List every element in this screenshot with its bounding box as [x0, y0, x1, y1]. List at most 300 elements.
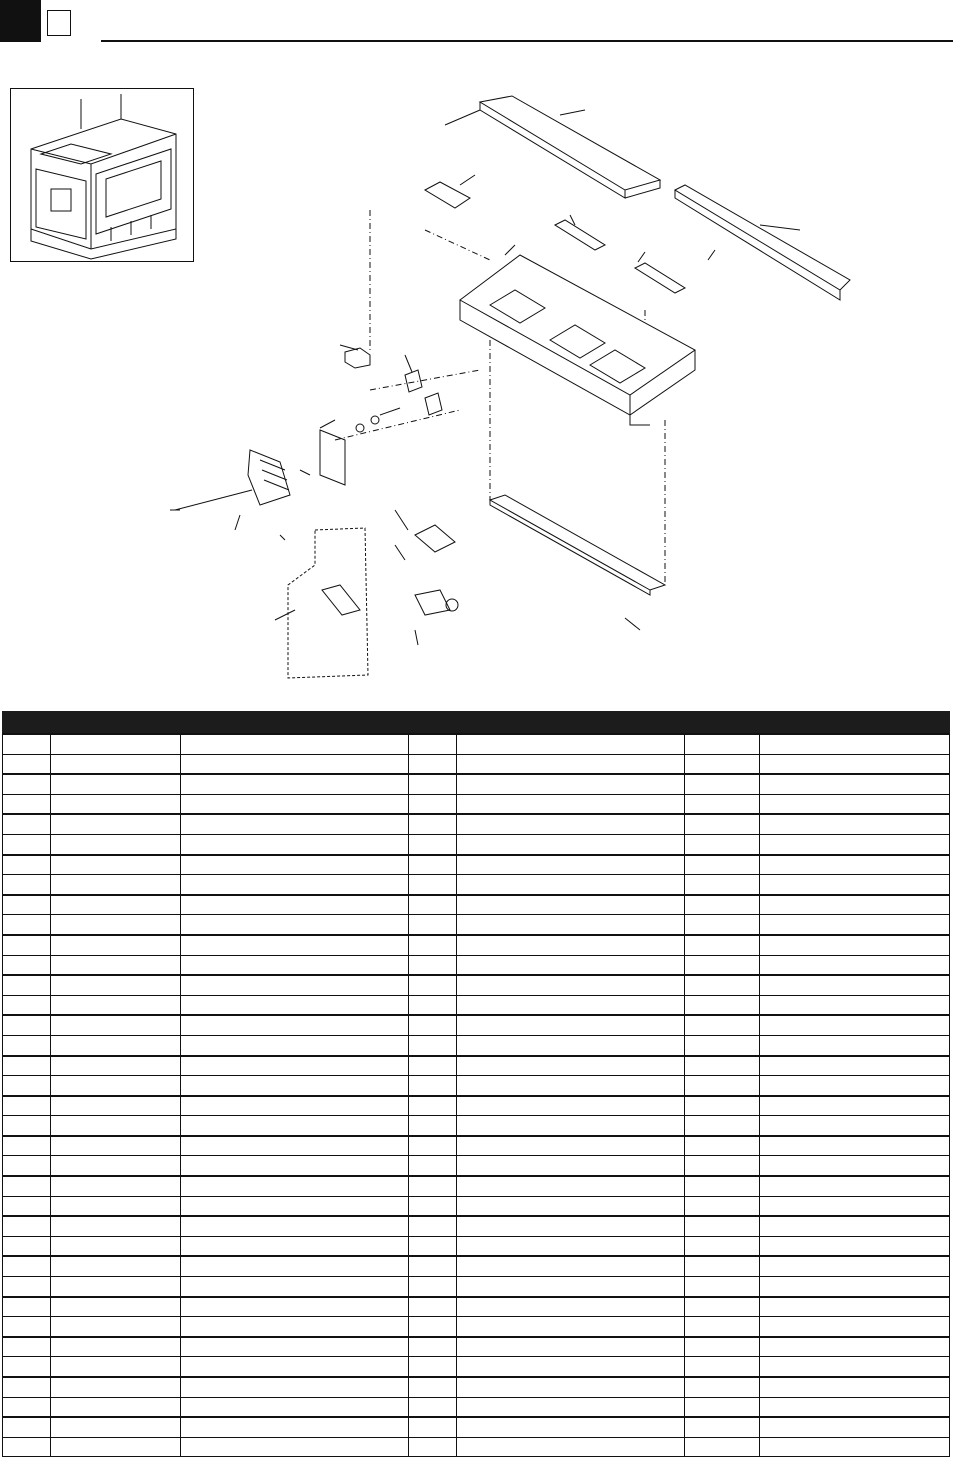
- table-cell: [409, 935, 457, 955]
- table-cell: [51, 794, 181, 814]
- table-cell: [457, 794, 685, 814]
- table-row: [3, 955, 950, 975]
- table-cell: [685, 1337, 760, 1357]
- table-cell: [685, 1397, 760, 1417]
- table-cell: [685, 855, 760, 875]
- table-cell: [457, 875, 685, 895]
- table-cell: [409, 955, 457, 975]
- table-cell: [685, 1116, 760, 1136]
- table-cell: [3, 995, 51, 1015]
- table-cell: [409, 915, 457, 935]
- table-cell: [51, 1317, 181, 1337]
- table-cell: [760, 1176, 950, 1196]
- table-cell: [457, 975, 685, 995]
- main-frame: [460, 255, 695, 395]
- table-cell: [685, 1297, 760, 1317]
- table-cell: [51, 1136, 181, 1156]
- table-cell: [3, 1337, 51, 1357]
- table-cell: [760, 915, 950, 935]
- table-cell: [181, 955, 409, 975]
- table-cell: [181, 734, 409, 754]
- table-cell: [181, 1417, 409, 1437]
- table-cell: [457, 955, 685, 975]
- table-cell: [685, 1156, 760, 1176]
- table-cell: [457, 814, 685, 834]
- table-cell: [457, 1236, 685, 1256]
- table-cell: [409, 1156, 457, 1176]
- table-cell: [51, 1277, 181, 1297]
- table-cell: [181, 794, 409, 814]
- table-cell: [3, 1176, 51, 1196]
- table-cell: [3, 1417, 51, 1437]
- table-cell: [51, 1437, 181, 1457]
- table-cell: [3, 1437, 51, 1457]
- table-cell: [457, 1156, 685, 1176]
- table-cell: [457, 1035, 685, 1055]
- table-cell: [457, 995, 685, 1015]
- section-number-box: [47, 10, 71, 36]
- table-cell: [457, 1256, 685, 1276]
- table-cell: [3, 1056, 51, 1076]
- table-cell: [760, 895, 950, 915]
- table-cell: [409, 1116, 457, 1136]
- table-cell: [181, 1256, 409, 1276]
- table-cell: [760, 875, 950, 895]
- table-cell: [760, 1297, 950, 1317]
- table-cell: [409, 1256, 457, 1276]
- table-cell: [3, 1297, 51, 1317]
- table-cell: [409, 1096, 457, 1116]
- table-cell: [3, 1236, 51, 1256]
- table-cell: [685, 1377, 760, 1397]
- table-cell: [457, 915, 685, 935]
- table-cell: [760, 935, 950, 955]
- table-cell: [3, 975, 51, 995]
- table-cell: [181, 1337, 409, 1357]
- table-cell: [3, 875, 51, 895]
- table-cell: [685, 1136, 760, 1156]
- table-cell: [181, 1156, 409, 1176]
- table-cell: [685, 814, 760, 834]
- table-cell: [457, 1076, 685, 1096]
- table-cell: [3, 1277, 51, 1297]
- parts-table-body: [3, 734, 950, 1457]
- table-cell: [3, 1397, 51, 1417]
- table-cell: [181, 1437, 409, 1457]
- table-cell: [457, 734, 685, 754]
- table-cell: [457, 1116, 685, 1136]
- table-cell: [760, 855, 950, 875]
- table-cell: [3, 774, 51, 794]
- table-cell: [51, 995, 181, 1015]
- table-cell: [181, 814, 409, 834]
- table-cell: [181, 1096, 409, 1116]
- table-cell: [409, 834, 457, 854]
- table-cell: [3, 915, 51, 935]
- table-cell: [685, 895, 760, 915]
- table-cell: [3, 1076, 51, 1096]
- table-cell: [685, 834, 760, 854]
- guide-block-b: [425, 393, 442, 415]
- table-cell: [685, 1417, 760, 1437]
- table-cell: [409, 855, 457, 875]
- table-cell: [181, 1056, 409, 1076]
- parts-table: [2, 711, 950, 1457]
- table-cell: [685, 794, 760, 814]
- table-cell: [457, 1015, 685, 1035]
- table-row: [3, 754, 950, 774]
- table-cell: [181, 1116, 409, 1136]
- table-cell: [457, 895, 685, 915]
- table-row: [3, 915, 950, 935]
- table-cell: [685, 995, 760, 1015]
- table-cell: [51, 814, 181, 834]
- table-cell: [51, 875, 181, 895]
- table-cell: [51, 1156, 181, 1176]
- table-cell: [181, 1176, 409, 1196]
- table-cell: [760, 1317, 950, 1337]
- table-row: [3, 1096, 950, 1116]
- air-cylinder: [248, 450, 290, 505]
- table-cell: [685, 1317, 760, 1337]
- table-cell: [685, 975, 760, 995]
- table-cell: [760, 774, 950, 794]
- table-cell: [760, 1156, 950, 1176]
- table-cell: [409, 1236, 457, 1256]
- table-cell: [409, 754, 457, 774]
- table-cell: [181, 895, 409, 915]
- table-cell: [409, 1337, 457, 1357]
- table-row: [3, 1317, 950, 1337]
- table-row: [3, 1196, 950, 1216]
- table-row: [3, 1377, 950, 1397]
- table-cell: [457, 754, 685, 774]
- table-row: [3, 875, 950, 895]
- table-cell: [457, 1357, 685, 1377]
- table-cell: [685, 754, 760, 774]
- table-cell: [181, 975, 409, 995]
- table-cell: [760, 1035, 950, 1055]
- table-cell: [51, 734, 181, 754]
- table-cell: [409, 1035, 457, 1055]
- table-cell: [51, 1256, 181, 1276]
- table-cell: [3, 834, 51, 854]
- table-cell: [760, 1357, 950, 1377]
- bottom-plate: [490, 495, 665, 590]
- table-cell: [51, 955, 181, 975]
- table-row: [3, 794, 950, 814]
- table-cell: [3, 1015, 51, 1035]
- table-cell: [51, 855, 181, 875]
- table-row: [3, 1136, 950, 1156]
- table-cell: [685, 1176, 760, 1196]
- table-cell: [409, 1417, 457, 1437]
- table-row: [3, 1176, 950, 1196]
- table-cell: [409, 1357, 457, 1377]
- table-cell: [181, 935, 409, 955]
- table-row: [3, 1116, 950, 1136]
- col-header: [3, 712, 51, 735]
- table-cell: [685, 955, 760, 975]
- table-cell: [760, 1397, 950, 1417]
- table-cell: [51, 895, 181, 915]
- table-row: [3, 774, 950, 794]
- table-cell: [181, 834, 409, 854]
- table-cell: [409, 734, 457, 754]
- table-cell: [181, 1076, 409, 1096]
- table-cell: [409, 1397, 457, 1417]
- table-cell: [51, 915, 181, 935]
- table-cell: [760, 1256, 950, 1276]
- side-rail: [675, 185, 850, 290]
- table-cell: [685, 1056, 760, 1076]
- table-row: [3, 995, 950, 1015]
- table-cell: [3, 1156, 51, 1176]
- table-cell: [409, 1015, 457, 1035]
- table-cell: [457, 855, 685, 875]
- table-cell: [409, 975, 457, 995]
- bracket-right: [635, 263, 685, 293]
- table-cell: [685, 935, 760, 955]
- table-cell: [181, 1236, 409, 1256]
- table-cell: [760, 794, 950, 814]
- table-cell: [760, 1236, 950, 1256]
- table-cell: [51, 1417, 181, 1437]
- table-cell: [760, 1337, 950, 1357]
- table-cell: [181, 1297, 409, 1317]
- table-row: [3, 1357, 950, 1377]
- table-cell: [409, 1216, 457, 1236]
- table-cell: [409, 794, 457, 814]
- table-cell: [409, 1196, 457, 1216]
- table-row: [3, 1437, 950, 1457]
- table-cell: [3, 955, 51, 975]
- table-row: [3, 1417, 950, 1437]
- table-cell: [457, 1337, 685, 1357]
- table-cell: [181, 855, 409, 875]
- table-cell: [51, 1337, 181, 1357]
- table-cell: [457, 1317, 685, 1337]
- table-cell: [457, 1437, 685, 1457]
- table-cell: [409, 1056, 457, 1076]
- table-cell: [409, 1377, 457, 1397]
- table-cell: [51, 1377, 181, 1397]
- table-row: [3, 1156, 950, 1176]
- table-cell: [181, 1377, 409, 1397]
- table-cell: [181, 995, 409, 1015]
- table-cell: [457, 1397, 685, 1417]
- table-cell: [51, 1056, 181, 1076]
- table-cell: [685, 1196, 760, 1216]
- table-row: [3, 1277, 950, 1297]
- col-header: [685, 712, 760, 735]
- table-cell: [3, 1357, 51, 1377]
- table-cell: [181, 1397, 409, 1417]
- table-cell: [3, 754, 51, 774]
- table-cell: [760, 995, 950, 1015]
- table-cell: [457, 1417, 685, 1437]
- table-cell: [760, 814, 950, 834]
- table-row: [3, 935, 950, 955]
- table-cell: [685, 1236, 760, 1256]
- table-cell: [51, 1357, 181, 1377]
- sensor-bracket: [415, 525, 455, 552]
- cover-plate: [425, 182, 470, 208]
- table-cell: [457, 935, 685, 955]
- table-cell: [409, 1176, 457, 1196]
- table-cell: [181, 1035, 409, 1055]
- table-cell: [457, 1377, 685, 1397]
- table-cell: [685, 774, 760, 794]
- table-row: [3, 1035, 950, 1055]
- table-cell: [51, 1015, 181, 1035]
- table-cell: [3, 1256, 51, 1276]
- col-header: [760, 712, 950, 735]
- col-header: [51, 712, 181, 735]
- table-cell: [409, 995, 457, 1015]
- table-row: [3, 1056, 950, 1076]
- table-row: [3, 814, 950, 834]
- table-cell: [685, 1076, 760, 1096]
- table-cell: [760, 754, 950, 774]
- table-row: [3, 1397, 950, 1417]
- table-cell: [457, 774, 685, 794]
- table-cell: [51, 1035, 181, 1055]
- table-cell: [457, 1056, 685, 1076]
- parts-table-header: [3, 712, 950, 735]
- top-plate: [480, 96, 660, 190]
- table-cell: [685, 1437, 760, 1457]
- table-cell: [51, 754, 181, 774]
- table-cell: [457, 1297, 685, 1317]
- table-cell: [760, 1216, 950, 1236]
- table-cell: [457, 1096, 685, 1116]
- table-cell: [181, 1196, 409, 1216]
- table-cell: [457, 1277, 685, 1297]
- table-cell: [685, 875, 760, 895]
- table-cell: [181, 1136, 409, 1156]
- table-row: [3, 975, 950, 995]
- table-cell: [409, 1277, 457, 1297]
- table-row: [3, 895, 950, 915]
- table-cell: [409, 1317, 457, 1337]
- table-cell: [760, 834, 950, 854]
- table-cell: [3, 1136, 51, 1156]
- table-cell: [51, 935, 181, 955]
- table-cell: [3, 1317, 51, 1337]
- table-cell: [760, 1417, 950, 1437]
- valve-body: [322, 585, 360, 615]
- valve-assembly-outline: [288, 528, 368, 678]
- col-header: [181, 712, 409, 735]
- table-cell: [51, 1236, 181, 1256]
- section-tab-block: [0, 0, 41, 42]
- table-cell: [760, 975, 950, 995]
- table-cell: [760, 1136, 950, 1156]
- table-cell: [3, 1035, 51, 1055]
- table-cell: [181, 1277, 409, 1297]
- col-header: [409, 712, 457, 735]
- table-cell: [181, 754, 409, 774]
- table-cell: [457, 1176, 685, 1196]
- table-cell: [685, 1256, 760, 1276]
- table-cell: [760, 1437, 950, 1457]
- bracket-left: [555, 220, 605, 250]
- table-cell: [685, 915, 760, 935]
- table-cell: [409, 814, 457, 834]
- table-cell: [181, 1015, 409, 1035]
- table-row: [3, 834, 950, 854]
- table-cell: [3, 814, 51, 834]
- table-cell: [457, 834, 685, 854]
- table-cell: [760, 955, 950, 975]
- table-cell: [3, 1096, 51, 1116]
- table-cell: [3, 734, 51, 754]
- table-cell: [685, 1015, 760, 1035]
- table-row: [3, 1236, 950, 1256]
- flange-plate: [320, 430, 345, 485]
- table-cell: [181, 1216, 409, 1236]
- table-cell: [685, 734, 760, 754]
- table-cell: [760, 1377, 950, 1397]
- solenoid-unit: [415, 590, 450, 615]
- table-row: [3, 734, 950, 754]
- table-cell: [457, 1216, 685, 1236]
- table-cell: [3, 895, 51, 915]
- table-cell: [3, 794, 51, 814]
- table-cell: [3, 1216, 51, 1236]
- table-row: [3, 1076, 950, 1096]
- table-cell: [181, 774, 409, 794]
- table-cell: [3, 855, 51, 875]
- table-cell: [685, 1096, 760, 1116]
- table-cell: [51, 1216, 181, 1236]
- table-cell: [409, 1437, 457, 1457]
- table-row: [3, 1256, 950, 1276]
- table-cell: [760, 734, 950, 754]
- col-header: [457, 712, 685, 735]
- table-cell: [3, 935, 51, 955]
- table-cell: [181, 915, 409, 935]
- table-cell: [3, 1377, 51, 1397]
- table-cell: [51, 1116, 181, 1136]
- clamp-block: [345, 348, 370, 368]
- table-cell: [51, 1096, 181, 1116]
- table-cell: [51, 975, 181, 995]
- table-cell: [760, 1096, 950, 1116]
- table-row: [3, 1216, 950, 1236]
- table-cell: [685, 1035, 760, 1055]
- table-cell: [51, 1076, 181, 1096]
- table-cell: [760, 1196, 950, 1216]
- table-cell: [760, 1277, 950, 1297]
- table-cell: [181, 1317, 409, 1337]
- table-cell: [51, 834, 181, 854]
- table-cell: [409, 774, 457, 794]
- table-cell: [457, 1196, 685, 1216]
- table-cell: [51, 1176, 181, 1196]
- table-cell: [409, 895, 457, 915]
- table-cell: [685, 1216, 760, 1236]
- guide-block-a: [405, 370, 422, 392]
- table-cell: [409, 1297, 457, 1317]
- table-cell: [685, 1357, 760, 1377]
- table-cell: [409, 1136, 457, 1156]
- table-cell: [457, 1136, 685, 1156]
- table-cell: [760, 1056, 950, 1076]
- table-row: [3, 1297, 950, 1317]
- table-cell: [51, 1297, 181, 1317]
